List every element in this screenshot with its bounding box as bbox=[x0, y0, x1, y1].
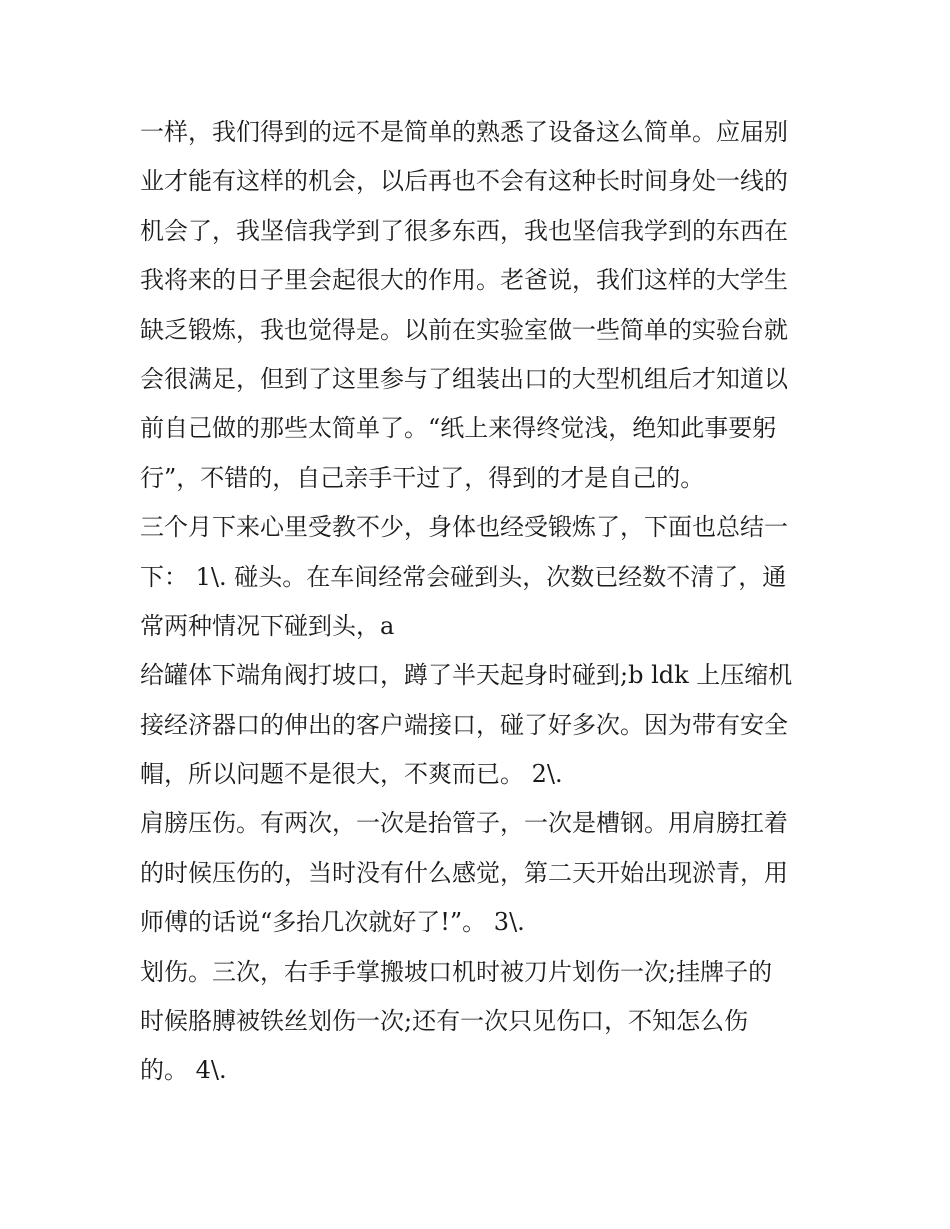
text-line: 业才能有这样的机会，以后再也不会有这种长时间身处一线的 bbox=[140, 167, 788, 196]
text-line: 我将来的日子里会起很大的作用。老爸说，我们这样的大学生 bbox=[140, 266, 788, 295]
text-line: 帽，所以问题不是很大，不爽而已。 2\. bbox=[140, 760, 563, 789]
text-line: 的时候压伤的，当时没有什么感觉，第二天开始出现淤青，用 bbox=[140, 858, 788, 887]
text-line: 三个月下来心里受教不少，身体也经受锻炼了，下面也总结一 bbox=[140, 513, 788, 542]
body-text bbox=[140, 108, 820, 1096]
text-line: 肩膀压伤。有两次，一次是抬管子，一次是槽钢。用肩膀扛着 bbox=[140, 809, 788, 838]
text-line: 下： 1\. 碰头。在车间经常会碰到头，次数已经数不清了，通 bbox=[140, 562, 787, 591]
text-line: 前自己做的那些太简单了。“纸上来得终觉浅，绝知此事要躬 bbox=[140, 414, 777, 443]
text-line: 时候胳膊被铁丝划伤一次;还有一次只见伤口，不知怎么伤 bbox=[140, 1007, 749, 1036]
text-line: 师傅的话说“多抬几次就好了!”。 3\. bbox=[140, 908, 525, 937]
text-line: 给罐体下端角阀打坡口，蹲了半天起身时碰到;b ldk 上压缩机 bbox=[140, 661, 793, 690]
text-line: 一样，我们得到的远不是简单的熟悉了设备这么简单。应届别 bbox=[140, 118, 788, 146]
text-line: 行”，不错的，自己亲手干过了，得到的才是自己的。 bbox=[140, 463, 705, 492]
text-line: 的。 4\. bbox=[140, 1056, 227, 1085]
text-line: 机会了，我坚信我学到了很多东西，我也坚信我学到的东西在 bbox=[140, 216, 788, 245]
text-line: 接经济器口的伸出的客户端接口，碰了好多次。因为带有安全 bbox=[140, 710, 788, 739]
text-line: 会很满足，但到了这里参与了组装出口的大型机组后才知道以 bbox=[140, 364, 788, 393]
text-line: 常两种情况下碰到头，a bbox=[140, 611, 395, 640]
text-line: 缺乏锻炼，我也觉得是。以前在实验室做一些简单的实验台就 bbox=[140, 315, 788, 344]
text-line: 划伤。三次，右手手掌搬坡口机时被刀片划伤一次;挂牌子的 bbox=[140, 957, 773, 986]
